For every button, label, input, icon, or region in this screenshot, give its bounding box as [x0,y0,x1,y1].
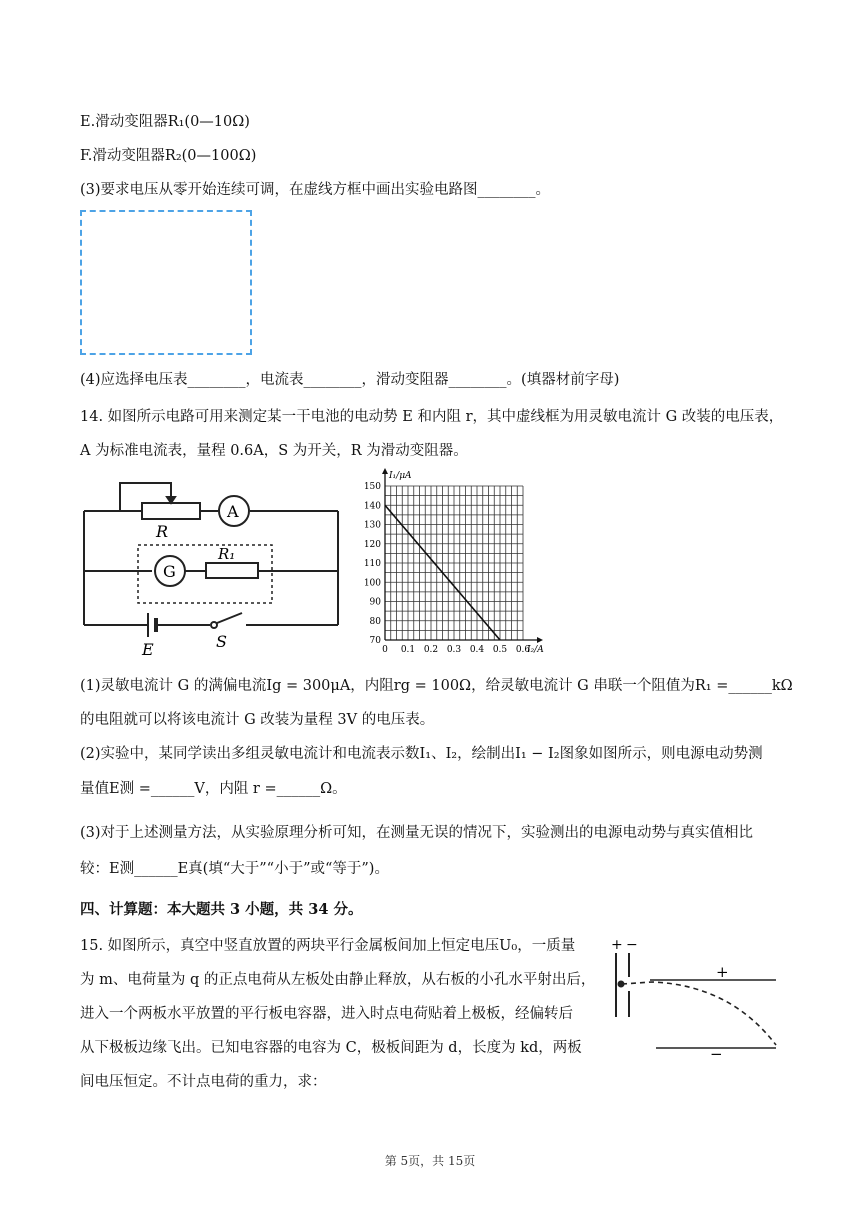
problem-15-line2: 为 m、电荷量为 q 的正点电荷从左板处由静止释放，从右板的小孔水平射出后， [80,972,596,988]
option-e: E.滑动变阻器R₁(0—10Ω) [80,114,250,130]
y-tick-label: 120 [363,539,381,550]
x-tick-label: 0.6 [515,645,531,655]
x-tick-label: 0.5 [492,645,508,655]
ammeter-label: A [227,502,239,521]
subquestion-3-line2: 较：E测______E真(填“大于”“小于”或“等于”)。 [80,861,389,877]
problem-15-line4: 从下极板边缘飞出。已知电容器的电容为 C，极板间距为 d，长度为 kd，两板 [80,1040,582,1056]
y-tick-label: 90 [369,597,381,608]
i1-i2-graph [355,470,544,665]
y-tick-label: 110 [363,559,381,569]
galvanometer-label: G [163,562,176,581]
resistor-r1-label: R₁ [218,545,236,563]
x-tick-label: 0 [382,645,388,655]
problem-15-line3: 进入一个两板水平放置的平行板电容器，进入时点电荷贴着上极板，经偏转后 [80,1006,573,1022]
circuit-drawing-box [80,210,252,355]
subquestion-2-line1: (2)实验中，某同学读出多组灵敏电流计和电流表示数I₁、I₂，绘制出I₁ − I₂图象如图所示，则电源电动势测 [80,746,763,762]
rheostat-label: R [156,522,169,541]
page-footer: 第 5页，共 15页 [384,1154,476,1168]
subquestion-3-line1: (3)对于上述测量方法，从实验原理分析可知，在测量无误的情况下，实验测出的电源电动势与真实值相比 [80,825,754,841]
problem-15-line5: 间电压恒定。不计点电荷的重力，求： [80,1074,327,1090]
left-plate-minus: − [626,937,638,953]
y-tick-label: 140 [363,501,381,512]
lower-plate-minus: − [710,1045,723,1063]
y-tick-label: 80 [369,616,381,627]
x-tick-label: 0.2 [423,645,439,655]
x-axis-arrow [537,637,543,643]
x-tick-label: 0.1 [400,645,416,655]
x-axis-label: I₂/A [527,645,544,655]
y-tick-label: 100 [363,578,381,589]
y-tick-label: 70 [369,636,381,646]
question-4: (4)应选择电压表________，电流表________，滑动变阻器________。(填器材前字母) [80,372,620,388]
switch-label: S [216,632,227,651]
x-tick-label: 0.4 [469,645,485,655]
problem-15-line1: 15. 如图所示，真空中竖直放置的两块平行金属板间加上恒定电压U₀，一质量 [80,938,576,954]
subquestion-1-line1: (1)灵敏电流计 G 的满偏电流Ig = 300μA，内阻rg = 100Ω，给灵敏电流计 G 串联一个阻值为R₁ =______kΩ [80,678,793,694]
upper-plate-plus: + [716,963,729,981]
circuit-diagram [78,475,348,660]
subquestion-2-line2: 量值E测 =______V，内阻 r =______Ω。 [80,781,347,797]
capacitor-figure [600,935,790,1063]
left-plate-plus: + [611,937,623,953]
question-3: (3)要求电压从零开始连续可调，在虚线方框中画出实验电路图________。 [80,182,551,198]
y-axis-label: I₁/μA [389,471,412,481]
y-axis-arrow [382,468,388,474]
y-tick-label: 150 [363,482,381,492]
problem-14-line1: 14. 如图所示电路可用来测定某一干电池的电动势 E 和内阻 r，其中虚线框为用灵敏电流计 G 改装的电压表， [80,409,784,425]
battery-label: E [142,640,154,659]
section-4-heading: 四、计算题：本大题共 3 小题，共 34 分。 [80,901,363,918]
x-tick-label: 0.3 [446,645,462,655]
problem-14-line2: A 为标准电流表，量程 0.6A，S 为开关，R 为滑动变阻器。 [80,443,468,459]
subquestion-1-line2: 的电阻就可以将该电流计 G 改装为量程 3V 的电压表。 [80,712,435,728]
option-f: F.滑动变阻器R₂(0—100Ω) [80,148,257,164]
y-tick-label: 130 [363,520,381,531]
